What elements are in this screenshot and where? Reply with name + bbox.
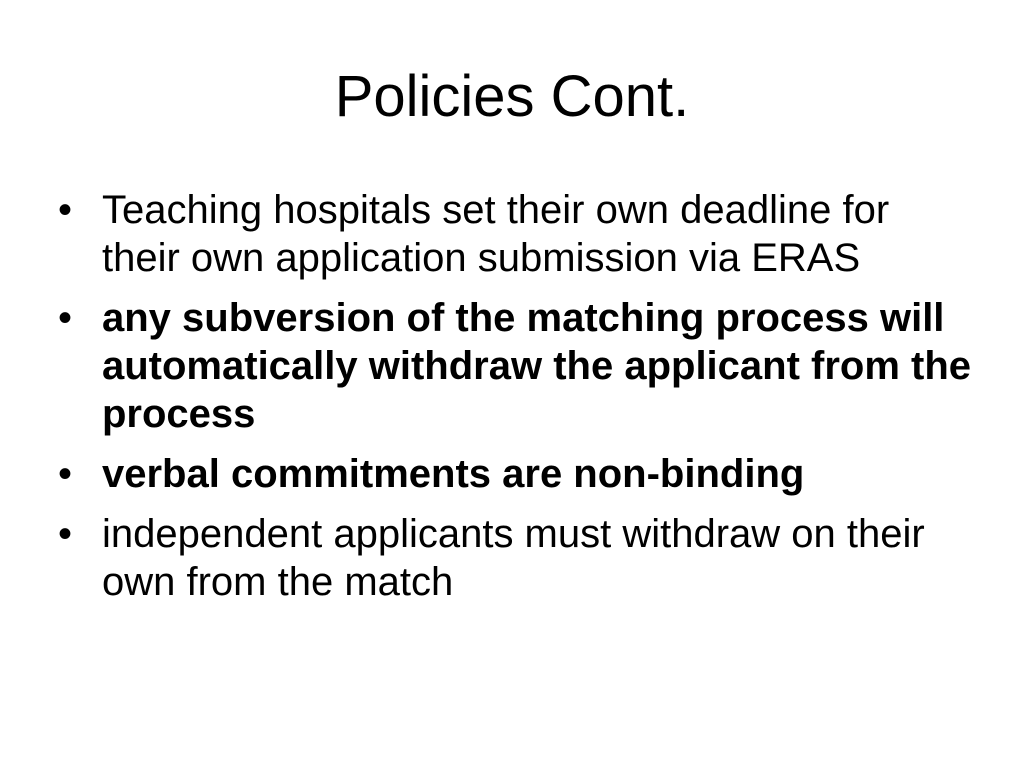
- bullet-icon: •: [58, 512, 73, 556]
- bullet-text: independent applicants must withdraw on their own from the match: [102, 512, 925, 604]
- bullet-text: verbal commitments are non-binding: [102, 452, 805, 496]
- bullet-text: Teaching hospitals set their own deadline for their own application submission via ERAS: [102, 188, 890, 280]
- bullet-item: [58, 510, 978, 606]
- bullet-icon: •: [58, 188, 73, 232]
- bullet-list: [58, 186, 978, 618]
- bullet-item: [58, 294, 978, 438]
- slide-title: Policies Cont.: [334, 64, 690, 129]
- bullet-text: any subversion of the matching process will automatically withdraw the applicant from the process: [102, 296, 972, 436]
- bullet-icon: •: [58, 296, 73, 340]
- bullet-icon: •: [58, 452, 73, 496]
- bullet-item: [58, 450, 978, 498]
- bullet-item: [58, 186, 978, 282]
